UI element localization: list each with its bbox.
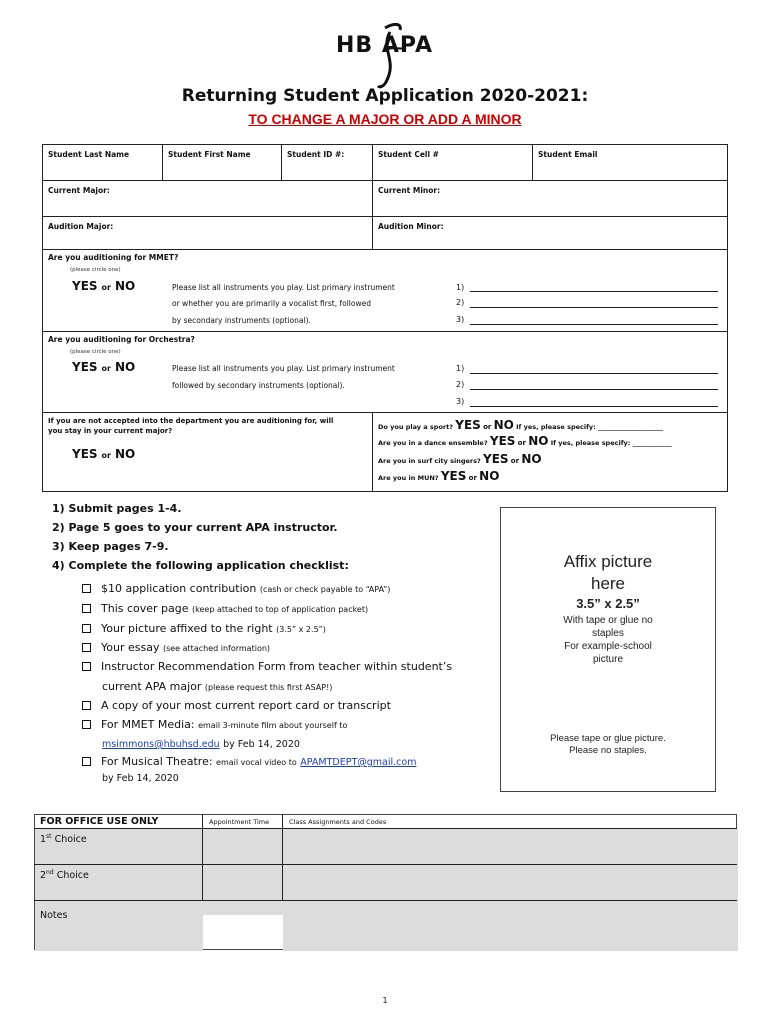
mmet-instrument-1-field[interactable]	[470, 291, 718, 292]
orchestra-instruction-1: Please list all instruments you play. List primary instrument	[172, 364, 395, 373]
mmet-email-link[interactable]: msimmons@hbuhsd.edu	[102, 739, 220, 750]
checklist-item-musical-theatre-cont: by Feb 14, 2020	[102, 773, 179, 784]
page-title: Returning Student Application 2020-2021:	[181, 86, 589, 106]
orchestra-circle-note: (please circle one)	[70, 349, 121, 355]
current-major-field[interactable]: Current Major:	[48, 186, 110, 195]
picture-box-line1: Affix picture	[563, 552, 653, 571]
last-name-field[interactable]: Student Last Name	[48, 150, 130, 159]
mun-question[interactable]: Are you in MUN? YES or NO	[378, 469, 500, 483]
mt-email-link[interactable]: APAMTDEPT@gmail.com	[300, 757, 417, 768]
picture-box-line2: here	[590, 574, 626, 593]
mmet-instruction-3: by secondary instruments (optional).	[172, 316, 311, 325]
picture-box-foot1: Please tape or glue picture.	[550, 733, 666, 744]
checkbox-icon[interactable]	[82, 757, 91, 766]
mmet-instruction-1: Please list all instruments you play. List primary instrument	[172, 283, 395, 292]
second-choice-label: 2nd Choice	[40, 869, 89, 882]
orchestra-num-2: 2)	[456, 380, 465, 389]
step-2: 2) Page 5 goes to your current APA instructor.	[52, 521, 338, 534]
mmet-question: Are you auditioning for MMET?	[48, 253, 179, 262]
stay-question-line2: you stay in your current major?	[48, 427, 173, 435]
checklist-item-mmet-media-cont: msimmons@hbuhsd.edu by Feb 14, 2020	[102, 739, 300, 750]
appointment-time-header: Appointment Time	[209, 818, 270, 826]
checkbox-icon[interactable]	[82, 584, 91, 593]
page-number: 1	[382, 996, 388, 1005]
audition-minor-field[interactable]: Audition Minor:	[378, 222, 444, 231]
step-4: 4) Complete the following application checklist:	[52, 559, 349, 572]
picture-box-size: 3.5” x 2.5”	[576, 596, 640, 611]
first-choice-label: 1st Choice	[40, 833, 87, 846]
office-use-table	[34, 814, 737, 950]
mmet-num-3: 3)	[456, 315, 465, 324]
picture-box-sub2: staples	[592, 628, 624, 639]
mmet-yes-no[interactable]: YES or NO	[72, 279, 136, 293]
email-field[interactable]: Student Email	[538, 150, 598, 159]
checkbox-icon[interactable]	[82, 624, 91, 633]
step-3: 3) Keep pages 7-9.	[52, 540, 169, 553]
checkbox-icon[interactable]	[82, 643, 91, 652]
orchestra-num-1: 1)	[456, 364, 465, 373]
picture-box-foot2: Please no staples.	[569, 745, 647, 756]
picture-box-sub1: With tape or glue no	[563, 615, 653, 626]
checklist-item-recommendation-cont: current APA major (please request this first ASAP!)	[102, 680, 333, 693]
orchestra-question: Are you auditioning for Orchestra?	[48, 335, 195, 344]
office-use-header: FOR OFFICE USE ONLY	[40, 816, 159, 827]
apa-logo-text: HB APA	[336, 33, 433, 58]
checkbox-icon[interactable]	[82, 720, 91, 729]
checklist-item-cover-page[interactable]: This cover page (keep attached to top of application packet)	[82, 602, 368, 615]
sport-question[interactable]: Do you play a sport? YES or NO If yes, please specify: ____________________	[378, 418, 664, 432]
checkbox-icon[interactable]	[82, 604, 91, 613]
notes-label: Notes	[40, 910, 68, 921]
checklist-item-mmet-media[interactable]: For MMET Media: email 3-minute film about yourself to	[82, 718, 347, 731]
orchestra-instrument-3-field[interactable]	[470, 406, 718, 407]
checklist-item-musical-theatre[interactable]: For Musical Theatre: email vocal video to APAMTDEPT@gmail.com	[82, 755, 416, 768]
current-minor-field[interactable]: Current Minor:	[378, 186, 441, 195]
cell-field[interactable]: Student Cell #	[378, 150, 439, 159]
checklist-item-picture[interactable]: Your picture affixed to the right (3.5” x 2.5”)	[82, 622, 326, 635]
mmet-instrument-3-field[interactable]	[470, 324, 718, 325]
checklist-item-contribution[interactable]: $10 application contribution (cash or check payable to “APA”)	[82, 582, 390, 595]
checklist-item-report-card[interactable]: A copy of your most current report card or transcript	[82, 699, 391, 712]
stay-yes-no[interactable]: YES or NO	[72, 447, 136, 461]
mmet-instruction-2: or whether you are primarily a vocalist first, followed	[172, 299, 371, 308]
orchestra-instrument-2-field[interactable]	[470, 389, 718, 390]
stay-question-line1: If you are not accepted into the department you are auditioning for, will	[48, 417, 334, 425]
step-1: 1) Submit pages 1-4.	[52, 502, 182, 515]
orchestra-yes-no[interactable]: YES or NO	[72, 360, 136, 374]
checkbox-icon[interactable]	[82, 701, 91, 710]
mmet-instrument-2-field[interactable]	[470, 307, 718, 308]
checklist-item-recommendation[interactable]: Instructor Recommendation Form from teacher within student’s	[82, 660, 452, 673]
picture-box-sub4: picture	[592, 654, 623, 665]
mmet-circle-note: (please circle one)	[70, 267, 121, 273]
class-assignments-header: Class Assignments and Codes	[289, 818, 387, 826]
checkbox-icon[interactable]	[82, 662, 91, 671]
orchestra-instruction-2: followed by secondary instruments (optional).	[172, 381, 345, 390]
orchestra-num-3: 3)	[456, 397, 465, 406]
picture-box-sub3: For example-school	[564, 641, 652, 652]
dance-question[interactable]: Are you in a dance ensemble? YES or NO If yes, please specify: ____________	[378, 434, 672, 448]
orchestra-instrument-1-field[interactable]	[470, 373, 718, 374]
picture-box[interactable]	[500, 507, 716, 792]
surf-city-question[interactable]: Are you in surf city singers? YES or NO	[378, 452, 542, 466]
checklist-item-essay[interactable]: Your essay (see attached information)	[82, 641, 270, 654]
mmet-num-1: 1)	[456, 283, 465, 292]
student-id-field[interactable]: Student ID #:	[287, 150, 345, 159]
audition-major-field[interactable]: Audition Major:	[48, 222, 114, 231]
mmet-num-2: 2)	[456, 298, 465, 307]
page-subtitle: TO CHANGE A MAJOR OR ADD A MINOR	[248, 111, 522, 127]
first-name-field[interactable]: Student First Name	[168, 150, 251, 159]
